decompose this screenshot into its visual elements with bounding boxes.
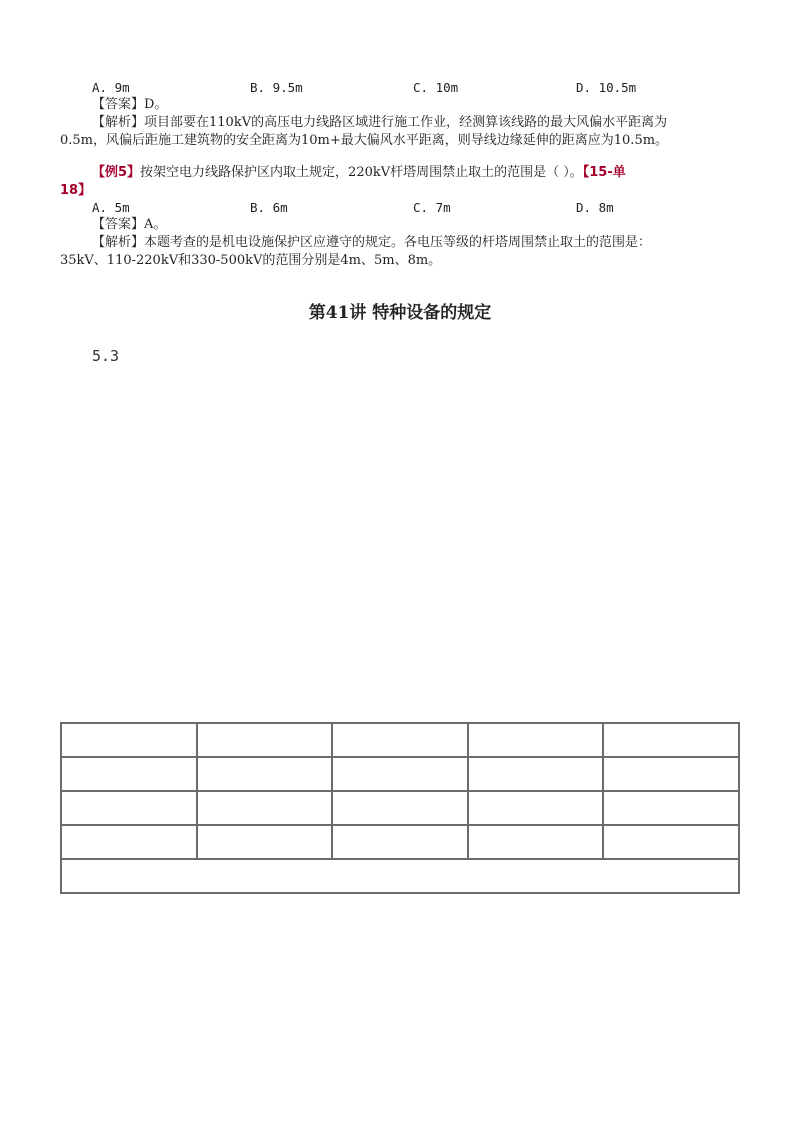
table-cell xyxy=(603,791,739,825)
table-cell xyxy=(468,757,604,791)
option-d: D. 8m xyxy=(576,200,614,215)
section-title: 第41讲 特种设备的规定 xyxy=(308,303,492,323)
table-cell xyxy=(197,757,333,791)
table-row xyxy=(61,859,739,893)
table-cell xyxy=(332,757,468,791)
table-row xyxy=(61,723,739,757)
source-tag: 【15-单 xyxy=(582,165,626,180)
question-text: 按架空电力线路保护区内取土规定，220kV杆塔周围禁止取土的范围是（ ）。 xyxy=(140,165,583,180)
table-cell xyxy=(468,825,604,859)
table-cell xyxy=(332,825,468,859)
question-line xyxy=(92,164,626,182)
table-cell xyxy=(61,825,197,859)
table-cell xyxy=(468,723,604,757)
option-c: C. 7m xyxy=(413,200,451,215)
empty-table xyxy=(60,722,740,894)
source-tag-continued: 18】 xyxy=(60,183,92,198)
option-b: B. 9.5m xyxy=(250,80,303,95)
table-cell xyxy=(603,825,739,859)
table-cell xyxy=(603,723,739,757)
table-cell xyxy=(61,791,197,825)
option-a: A. 9m xyxy=(92,80,130,95)
analysis-line-2: 0.5m，风偏后距施工建筑物的安全距离为10m+最大偏风水平距离，则导线边缘延伸的距离应为10.5m。 xyxy=(60,133,669,148)
table-cell xyxy=(332,791,468,825)
example-tag: 【例5】 xyxy=(92,165,141,180)
table-cell xyxy=(197,825,333,859)
option-d: D. 10.5m xyxy=(576,80,637,95)
answer-line: 【答案】D。 xyxy=(92,97,168,112)
table-cell xyxy=(332,723,468,757)
table-cell xyxy=(197,723,333,757)
table-row xyxy=(61,825,739,859)
analysis-line-1: 【解析】本题考查的是机电设施保护区应遵守的规定。各电压等级的杆塔周围禁止取土的范围是： xyxy=(92,235,652,250)
table-cell xyxy=(603,757,739,791)
answer-line: 【答案】A。 xyxy=(92,217,167,232)
table-row xyxy=(61,791,739,825)
table-cell xyxy=(61,723,197,757)
option-b: B. 6m xyxy=(250,200,288,215)
table-cell xyxy=(468,791,604,825)
table-row xyxy=(61,757,739,791)
option-a: A. 5m xyxy=(92,200,130,215)
option-c: C. 10m xyxy=(413,80,459,95)
analysis-line-2: 35kV、110-220kV和330-500kV的范围分别是4m、5m、8m。 xyxy=(60,253,442,268)
table-cell xyxy=(197,791,333,825)
table-cell-merged xyxy=(61,859,739,893)
table-cell xyxy=(61,757,197,791)
section-number: 5.3 xyxy=(92,347,120,365)
analysis-line-1: 【解析】项目部要在110kV的高压电力线路区域进行施工作业，经测算该线路的最大风偏水平距离为 xyxy=(92,115,668,130)
